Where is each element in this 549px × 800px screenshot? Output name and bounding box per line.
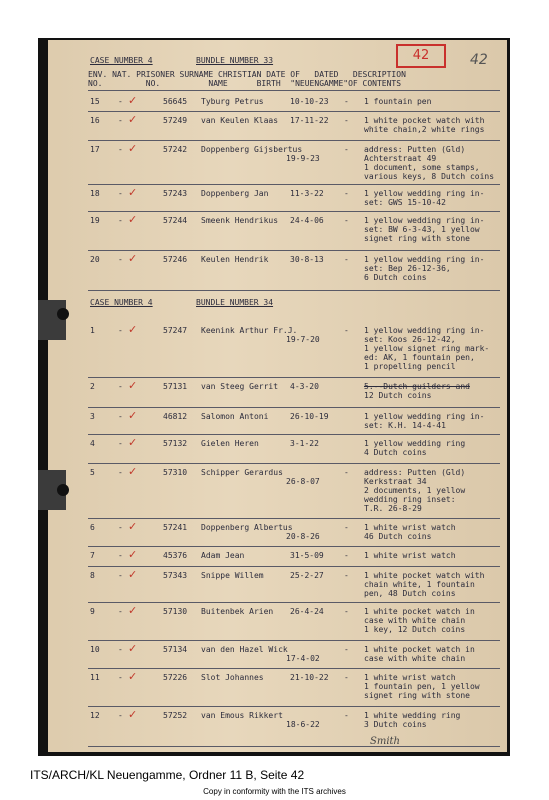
check-mark: ✓ bbox=[128, 323, 138, 336]
row-description-line: signet ring with stone bbox=[364, 691, 470, 700]
row-description-line: Achterstraat 49 bbox=[364, 154, 437, 163]
row-birth-date: 19-9-23 bbox=[286, 154, 320, 163]
row-birth-date: 31-5-09 bbox=[290, 551, 324, 560]
row-description-line: 1 fountain pen, 1 yellow bbox=[364, 682, 480, 691]
row-name: Buitenbek Arien bbox=[201, 607, 274, 616]
row-description-line: 5.--Dutch guilders and bbox=[364, 382, 470, 391]
row-name: van Keulen Klaas bbox=[201, 116, 279, 125]
row-prisoner-no: 57310 bbox=[163, 468, 188, 477]
row-prisoner-no: 57131 bbox=[163, 382, 188, 391]
row-description-line: 1 white wrist watch bbox=[364, 673, 456, 682]
row-nationality: - bbox=[118, 145, 123, 154]
row-env-no: 19 bbox=[90, 216, 100, 225]
row-dated: - bbox=[344, 645, 349, 654]
row-description-line: 1 document, some stamps, bbox=[364, 163, 480, 172]
row-divider bbox=[88, 290, 500, 291]
handwritten-page-number: 42 bbox=[470, 52, 488, 68]
row-birth-date: 19-7-20 bbox=[286, 335, 320, 344]
row-description-line: ed: AK, 1 fountain pen, bbox=[364, 353, 475, 362]
row-description-line: 1 white wedding ring bbox=[364, 711, 461, 720]
row-prisoner-no: 57243 bbox=[163, 189, 188, 198]
check-mark: ✓ bbox=[128, 186, 138, 199]
row-description-line: pen, 48 Dutch coins bbox=[364, 589, 456, 598]
row-divider bbox=[88, 706, 500, 707]
row-name: Salomon Antoni bbox=[201, 412, 269, 421]
row-dated: - bbox=[344, 673, 349, 682]
row-birth-date: 18-6-22 bbox=[286, 720, 320, 729]
row-prisoner-no: 56645 bbox=[163, 97, 188, 106]
row-name: Schipper Gerardus bbox=[201, 468, 283, 477]
row-nationality: - bbox=[118, 711, 123, 720]
row-env-no: 15 bbox=[90, 97, 100, 106]
row-name: Slot Johannes bbox=[201, 673, 264, 682]
check-mark: ✓ bbox=[128, 252, 138, 265]
row-birth-date: 25-2-27 bbox=[290, 571, 324, 580]
row-name: Doppenberg Gijsbertus bbox=[201, 145, 303, 154]
row-name: Snippe Willem bbox=[201, 571, 264, 580]
row-divider bbox=[88, 668, 500, 669]
row-prisoner-no: 57241 bbox=[163, 523, 188, 532]
row-description-line: Kerkstraat 34 bbox=[364, 477, 427, 486]
row-prisoner-no: 45376 bbox=[163, 551, 188, 560]
row-divider bbox=[88, 140, 500, 141]
row-env-no: 8 bbox=[90, 571, 95, 580]
row-dated: - bbox=[344, 571, 349, 580]
row-nationality: - bbox=[118, 551, 123, 560]
check-mark: ✓ bbox=[128, 708, 138, 721]
row-prisoner-no: 57249 bbox=[163, 116, 188, 125]
row-prisoner-no: 57247 bbox=[163, 326, 188, 335]
row-env-no: 5 bbox=[90, 468, 95, 477]
row-nationality: - bbox=[118, 97, 123, 106]
row-description-line: set: Koos 26-12-42, bbox=[364, 335, 456, 344]
case-number-2: CASE NUMBER 4 bbox=[90, 298, 153, 307]
row-prisoner-no: 57343 bbox=[163, 571, 188, 580]
row-birth-date: 21-10-22 bbox=[290, 673, 329, 682]
case-number-1: CASE NUMBER 4 bbox=[90, 56, 153, 65]
row-prisoner-no: 46812 bbox=[163, 412, 188, 421]
archive-reference: ITS/ARCH/KL Neuengamme, Ordner 11 B, Seite 42 bbox=[30, 768, 305, 782]
row-birth-date: 26-10-19 bbox=[290, 412, 329, 421]
check-mark: ✓ bbox=[128, 409, 138, 422]
row-dated: - bbox=[344, 607, 349, 616]
row-env-no: 9 bbox=[90, 607, 95, 616]
row-nationality: - bbox=[118, 468, 123, 477]
row-nationality: - bbox=[118, 216, 123, 225]
row-description-line: 1 yellow signet ring mark- bbox=[364, 344, 490, 353]
row-prisoner-no: 57252 bbox=[163, 711, 188, 720]
check-mark: ✓ bbox=[128, 548, 138, 561]
row-dated: - bbox=[344, 468, 349, 477]
row-name: van Steeg Gerrit bbox=[201, 382, 279, 391]
row-name: Gielen Heren bbox=[201, 439, 259, 448]
punch-hole bbox=[57, 308, 69, 320]
row-birth-date: 4-3-20 bbox=[290, 382, 319, 391]
row-description-line: 12 Dutch coins bbox=[364, 391, 432, 400]
row-divider bbox=[88, 211, 500, 212]
row-description-line: 1 yellow wedding ring in- bbox=[364, 255, 485, 264]
row-env-no: 2 bbox=[90, 382, 95, 391]
row-prisoner-no: 57242 bbox=[163, 145, 188, 154]
check-mark: ✓ bbox=[128, 213, 138, 226]
check-mark: ✓ bbox=[128, 520, 138, 533]
row-description-line: various keys, 8 Dutch coins bbox=[364, 172, 495, 181]
row-env-no: 12 bbox=[90, 711, 100, 720]
row-birth-date: 17-11-22 bbox=[290, 116, 329, 125]
row-prisoner-no: 57132 bbox=[163, 439, 188, 448]
binder-strip bbox=[38, 300, 66, 340]
row-prisoner-no: 57244 bbox=[163, 216, 188, 225]
check-mark: ✓ bbox=[128, 568, 138, 581]
check-mark: ✓ bbox=[128, 670, 138, 683]
check-mark: ✓ bbox=[128, 465, 138, 478]
row-birth-date: 26-4-24 bbox=[290, 607, 324, 616]
bundle-number-2: BUNDLE NUMBER 34 bbox=[196, 298, 274, 307]
row-birth-date: 11-3-22 bbox=[290, 189, 324, 198]
row-description-line: white chain,2 white rings bbox=[364, 125, 485, 134]
row-divider bbox=[88, 377, 500, 378]
row-birth-date: 20-8-26 bbox=[286, 532, 320, 541]
check-mark: ✓ bbox=[128, 379, 138, 392]
row-name: Doppenberg Albertus bbox=[201, 523, 293, 532]
row-name: van Emous Rikkert bbox=[201, 711, 283, 720]
check-mark: ✓ bbox=[128, 604, 138, 617]
row-name: Smeenk Hendrikus bbox=[201, 216, 279, 225]
row-nationality: - bbox=[118, 326, 123, 335]
copy-note: Copy in conformity with the ITS archives bbox=[203, 787, 346, 796]
row-divider bbox=[88, 434, 500, 435]
row-divider bbox=[88, 566, 500, 567]
row-description-line: 1 fountain pen bbox=[364, 97, 432, 106]
row-birth-date: 10-10-23 bbox=[290, 97, 329, 106]
row-description-line: 1 white pocket watch in bbox=[364, 607, 475, 616]
row-dated: - bbox=[344, 551, 349, 560]
row-dated: - bbox=[344, 116, 349, 125]
row-nationality: - bbox=[118, 412, 123, 421]
check-mark: ✓ bbox=[128, 642, 138, 655]
column-header-line1: ENV. NAT. PRISONER SURNAME CHRISTIAN DATE OF DATED DESCRIPTION bbox=[88, 70, 406, 79]
row-env-no: 7 bbox=[90, 551, 95, 560]
punch-hole bbox=[57, 484, 69, 496]
row-description-line: case with white chain bbox=[364, 654, 466, 663]
row-nationality: - bbox=[118, 645, 123, 654]
check-mark: ✓ bbox=[128, 94, 138, 107]
signature: Smith bbox=[370, 736, 400, 747]
row-prisoner-no: 57130 bbox=[163, 607, 188, 616]
row-birth-date: 26-8-07 bbox=[286, 477, 320, 486]
row-description-line: wedding ring inset: bbox=[364, 495, 456, 504]
row-description-line: set: Bep 26-12-36, bbox=[364, 264, 451, 273]
row-birth-date: 30-8-13 bbox=[290, 255, 324, 264]
row-description-line: 1 yellow wedding ring in- bbox=[364, 412, 485, 421]
row-dated: - bbox=[344, 711, 349, 720]
row-nationality: - bbox=[118, 255, 123, 264]
row-dated: - bbox=[344, 326, 349, 335]
row-description-line: address: Putten (Gld) bbox=[364, 468, 466, 477]
row-name: Keenink Arthur Fr.J. bbox=[201, 326, 298, 335]
row-description-line: 1 white pocket watch with bbox=[364, 571, 485, 580]
row-divider bbox=[88, 111, 500, 112]
row-description-line: set: BW 6-3-43, 1 yellow bbox=[364, 225, 480, 234]
row-nationality: - bbox=[118, 607, 123, 616]
row-name: Adam Jean bbox=[201, 551, 245, 560]
row-name: Keulen Hendrik bbox=[201, 255, 269, 264]
row-env-no: 10 bbox=[90, 645, 100, 654]
row-env-no: 6 bbox=[90, 523, 95, 532]
row-description-line: 46 Dutch coins bbox=[364, 532, 432, 541]
check-mark: ✓ bbox=[128, 436, 138, 449]
row-nationality: - bbox=[118, 523, 123, 532]
row-divider bbox=[88, 602, 500, 603]
row-description-line: case with white chain bbox=[364, 616, 466, 625]
row-dated: - bbox=[344, 189, 349, 198]
row-description-line: set: K.H. 14-4-41 bbox=[364, 421, 446, 430]
row-description-line: signet ring with stone bbox=[364, 234, 470, 243]
row-env-no: 11 bbox=[90, 673, 100, 682]
row-description-line: T.R. 26-8-29 bbox=[364, 504, 422, 513]
row-description-line: 1 propelling pencil bbox=[364, 362, 456, 371]
row-divider bbox=[88, 184, 500, 185]
row-prisoner-no: 57226 bbox=[163, 673, 188, 682]
row-env-no: 16 bbox=[90, 116, 100, 125]
row-divider bbox=[88, 546, 500, 547]
row-description-line: address: Putten (Gld) bbox=[364, 145, 466, 154]
row-dated: - bbox=[344, 523, 349, 532]
row-dated: - bbox=[344, 145, 349, 154]
row-dated: - bbox=[344, 255, 349, 264]
row-birth-date: 17-4-02 bbox=[286, 654, 320, 663]
row-env-no: 1 bbox=[90, 326, 95, 335]
row-env-no: 4 bbox=[90, 439, 95, 448]
row-description-line: 1 white pocket watch in bbox=[364, 645, 475, 654]
row-divider bbox=[88, 250, 500, 251]
row-nationality: - bbox=[118, 189, 123, 198]
row-name: van den Hazel Wick bbox=[201, 645, 288, 654]
row-env-no: 18 bbox=[90, 189, 100, 198]
row-birth-date: 24-4-06 bbox=[290, 216, 324, 225]
row-dated: - bbox=[344, 216, 349, 225]
row-prisoner-no: 57246 bbox=[163, 255, 188, 264]
column-header-line2: NO. NO. NAME BIRTH "NEUENGAMME"OF CONTENTS bbox=[88, 79, 402, 88]
row-dated: - bbox=[344, 97, 349, 106]
row-env-no: 17 bbox=[90, 145, 100, 154]
row-description-line: 3 Dutch coins bbox=[364, 720, 427, 729]
check-mark: ✓ bbox=[128, 113, 138, 126]
row-description-line: 1 white pocket watch with bbox=[364, 116, 485, 125]
row-birth-date: 3-1-22 bbox=[290, 439, 319, 448]
row-description-line: 1 key, 12 Dutch coins bbox=[364, 625, 466, 634]
row-description-line: set: GWS 15-10-42 bbox=[364, 198, 446, 207]
row-nationality: - bbox=[118, 439, 123, 448]
row-description-line: 2 documents, 1 yellow bbox=[364, 486, 466, 495]
row-description-line: 1 white wrist watch bbox=[364, 551, 456, 560]
row-divider bbox=[88, 640, 500, 641]
bundle-number-1: BUNDLE NUMBER 33 bbox=[196, 56, 274, 65]
row-nationality: - bbox=[118, 116, 123, 125]
row-nationality: - bbox=[118, 382, 123, 391]
row-env-no: 3 bbox=[90, 412, 95, 421]
row-name: Tyburg Petrus bbox=[201, 97, 264, 106]
row-prisoner-no: 57134 bbox=[163, 645, 188, 654]
row-nationality: - bbox=[118, 571, 123, 580]
row-divider bbox=[88, 407, 500, 408]
row-divider bbox=[88, 518, 500, 519]
row-description-line: 1 yellow wedding ring in- bbox=[364, 189, 485, 198]
row-description-line: chain white, 1 fountain bbox=[364, 580, 475, 589]
row-divider bbox=[88, 746, 500, 747]
row-description-line: 4 Dutch coins bbox=[364, 448, 427, 457]
row-description-line: 1 yellow wedding ring bbox=[364, 439, 466, 448]
check-mark: ✓ bbox=[128, 142, 138, 155]
row-nationality: - bbox=[118, 673, 123, 682]
row-env-no: 20 bbox=[90, 255, 100, 264]
row-description-line: 1 white wrist watch bbox=[364, 523, 456, 532]
page-stamp: 42 bbox=[396, 44, 446, 68]
row-description-line: 1 yellow wedding ring in- bbox=[364, 216, 485, 225]
row-description-line: 1 yellow wedding ring in- bbox=[364, 326, 485, 335]
row-divider bbox=[88, 463, 500, 464]
divider bbox=[88, 90, 500, 91]
row-name: Doppenberg Jan bbox=[201, 189, 269, 198]
row-description-line: 6 Dutch coins bbox=[364, 273, 427, 282]
